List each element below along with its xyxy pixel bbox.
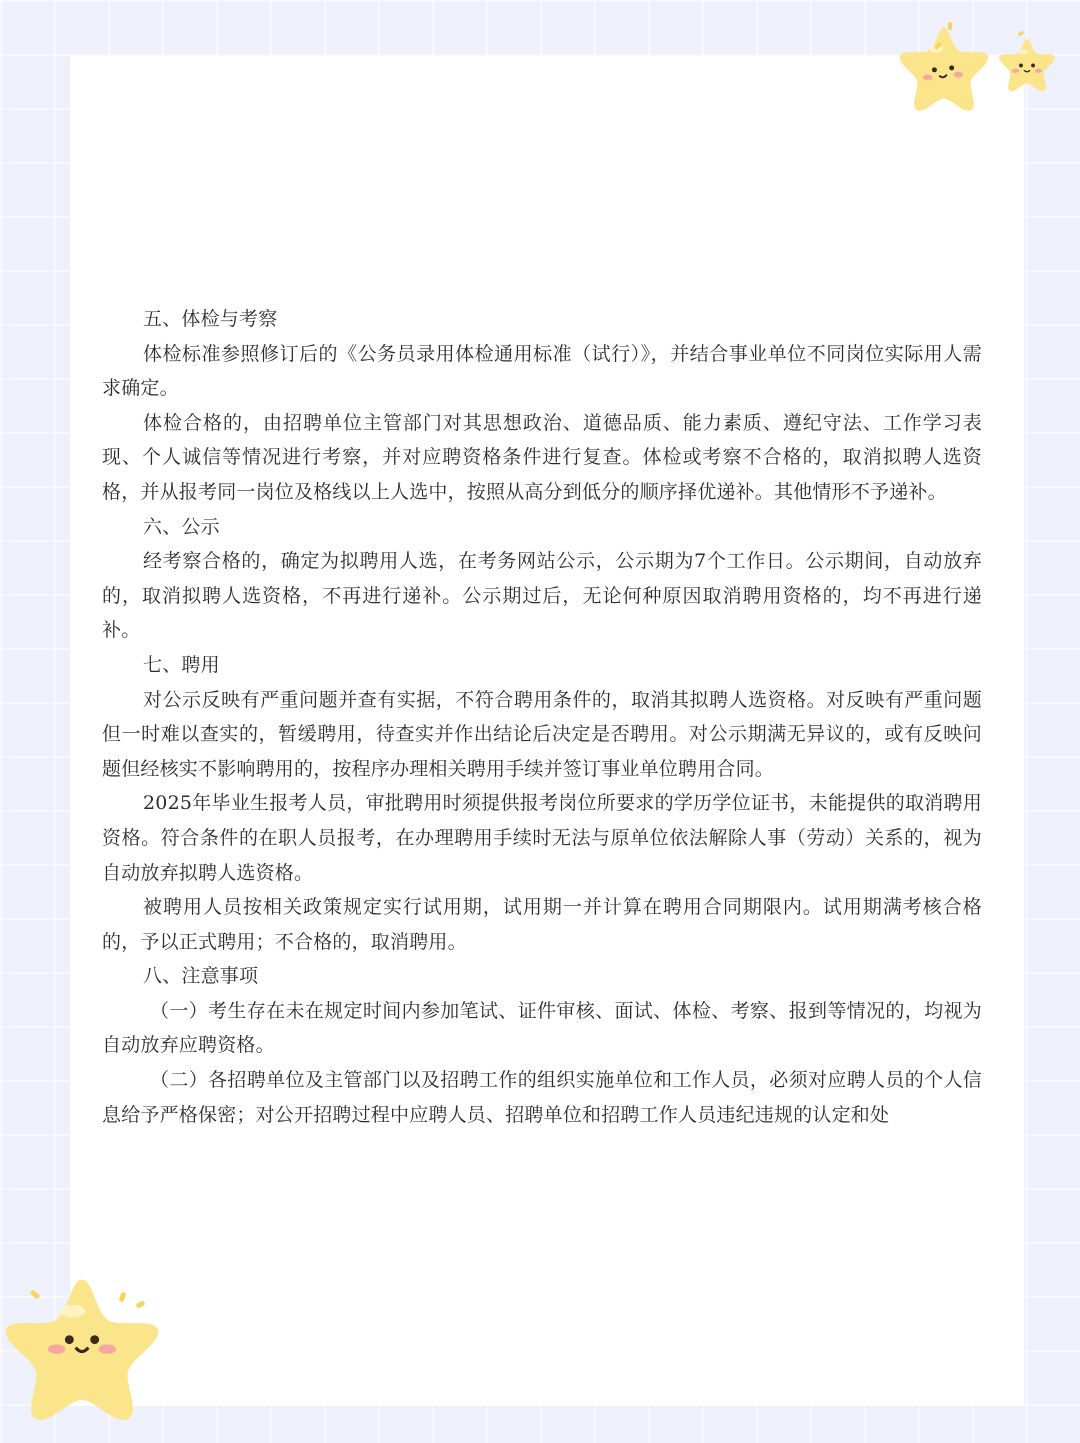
- star-cheek: [48, 1344, 65, 1354]
- paragraph: 经考察合格的，确定为拟聘用人选，在考务网站公示，公示期为7个工作日。公示期间，自动放弃的，取消拟聘人选资格，不再进行递补。公示期过后，无论何种原因取消聘用资格的，均不再进行递补。: [102, 550, 982, 642]
- section-heading-7: 七、聘用: [143, 653, 220, 676]
- star-eye: [949, 65, 954, 70]
- document-body: [102, 302, 982, 1132]
- star-shape: [900, 28, 988, 111]
- star-eye: [932, 67, 937, 72]
- paragraph: （一）考生存在未在规定时间内参加笔试、证件审核、面试、体检、考察、报到等情况的，均视为自动放弃应聘资格。: [102, 999, 982, 1057]
- star-eye: [1031, 63, 1035, 67]
- star-eye: [1019, 63, 1023, 67]
- star-cheek: [1035, 69, 1042, 73]
- star-shape: [6, 1280, 158, 1420]
- section-heading-8: 八、注意事项: [143, 965, 259, 988]
- star-eye: [65, 1335, 74, 1344]
- star-face-icon: [996, 34, 1058, 92]
- star-eye: [90, 1335, 99, 1344]
- sparkle-icon: [948, 22, 952, 30]
- star-cheek: [954, 72, 964, 78]
- star-cheek: [923, 75, 933, 81]
- paragraph: （二）各招聘单位及主管部门以及招聘工作的组织实施单位和工作人员，必须对应聘人员的个人信息给予严格保密；对公开招聘过程中应聘人员、招聘单位和招聘工作人员违纪违规的认定和处: [102, 1069, 982, 1126]
- star-highlight: [1019, 50, 1027, 55]
- paragraph: 对公示反映有严重问题并查有实据，不符合聘用条件的，取消其拟聘人选资格。对反映有严重问题但一时难以查实的，暂缓聘用，待查实并作出结论后决定是否聘用。对公示期满无异议的，或有反映问题但经核实不影响聘用的，按程序办理相关聘用手续并签订事业单位聘用合同。: [102, 688, 982, 780]
- paragraph: 体检标准参照修订后的《公务员录用体检通用标准（试行）》，并结合事业单位不同岗位实际用人需求确定。: [102, 342, 982, 400]
- star-face-icon: [896, 20, 992, 112]
- section-heading-5: 五、体检与考察: [143, 308, 278, 330]
- star-shape: [999, 39, 1055, 91]
- section-heading-6: 六、公示: [143, 515, 220, 538]
- paragraph: 体检合格的，由招聘单位主管部门对其思想政治、道德品质、能力素质、遵纪守法、工作学习表现、个人诚信等情况进行考察，并对应聘资格条件进行复查。体检或考察不合格的，取消拟聘人选资格，并从报考同一岗位及格线以上人选中，按照从高分到低分的顺序择优递补。其他情形不予递补。: [102, 411, 982, 503]
- star-cheek: [99, 1344, 116, 1354]
- star-face-icon: [0, 1270, 164, 1422]
- star-cheek: [1012, 69, 1019, 73]
- paragraph: 2025年毕业生报考人员，审批聘用时须提供报考岗位所要求的学历学位证书，未能提供的取消聘用资格。符合条件的在职人员报考，在办理聘用手续时无法与原单位依法解除人事（劳动）关系的，视为自动放弃拟聘人选资格。: [102, 792, 982, 884]
- star-highlight: [60, 1305, 85, 1318]
- paragraph: 被聘用人员按相关政策规定实行试用期，试用期一并计算在聘用合同期限内。试用期满考核合格的，予以正式聘用；不合格的，取消聘用。: [102, 896, 982, 953]
